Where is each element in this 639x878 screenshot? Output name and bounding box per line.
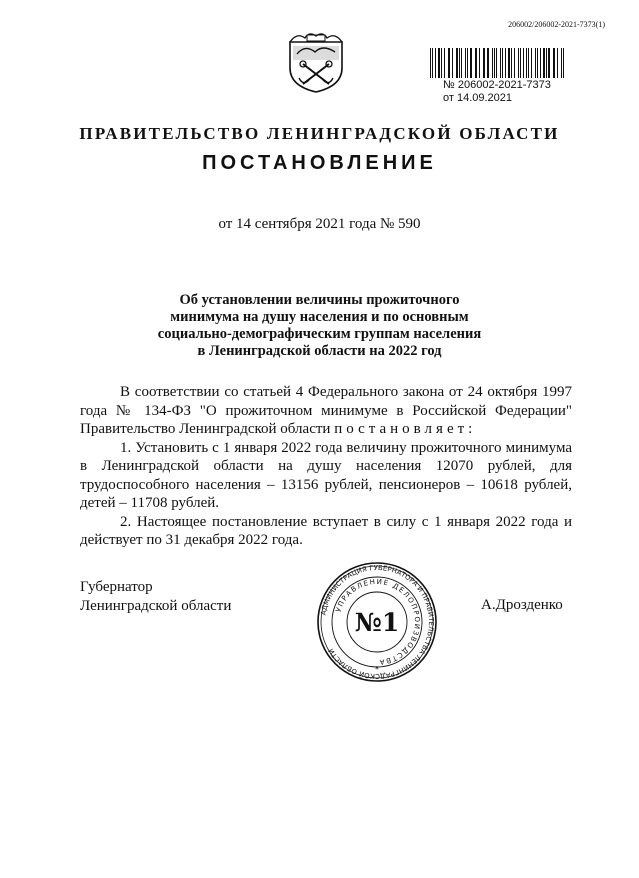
decree-subject — [0, 292, 639, 360]
barcode-bar — [523, 48, 524, 78]
barcode — [430, 48, 566, 78]
barcode-bar — [496, 48, 497, 78]
body-intro — [80, 383, 572, 439]
registration-number: № 206002-2021-7373 — [443, 79, 551, 91]
barcode-bar — [487, 48, 489, 78]
barcode-bar — [452, 48, 453, 78]
barcode-bar — [553, 48, 554, 78]
seal-center-number: №1 — [354, 608, 400, 637]
barcode-bar — [483, 48, 484, 78]
barcode-bar — [494, 48, 495, 78]
barcode-bar — [448, 48, 449, 78]
barcode-bar — [563, 48, 564, 78]
barcode-bar — [535, 48, 536, 78]
barcode-bar — [479, 48, 480, 78]
barcode-bar — [508, 48, 510, 78]
barcode-bar — [432, 48, 433, 78]
barcode-bar — [548, 48, 550, 78]
barcode-bar — [502, 48, 503, 78]
seal-inner-text: УПРАВЛЕНИЕ ДЕЛОПРОИЗВОДСТВА — [334, 577, 422, 667]
document-type: ПОСТАНОВЛЕНИЕ — [202, 152, 437, 174]
barcode-bar — [531, 48, 532, 78]
subject-line: в Ленинградской области на 2022 год — [197, 343, 442, 359]
barcode-bar — [514, 48, 515, 78]
subject-line: социально-демографическим группам населения — [157, 326, 482, 342]
barcode-bar — [537, 48, 538, 78]
barcode-bar — [475, 48, 476, 78]
barcode-bar — [557, 48, 558, 78]
barcode-bar — [484, 48, 485, 78]
barcode-bar — [505, 48, 506, 78]
position-line: Ленинградской области — [80, 598, 232, 614]
intro-text: В соответствии со статьей 4 Федерального закона от 24 октября 1997 года № 134-ФЗ "О прожиточном минимуме в Российской Федерации" Правительство Ленинградской области — [80, 384, 572, 437]
barcode-bar — [465, 48, 466, 78]
government-title: ПРАВИТЕЛЬСТВО ЛЕНИНГРАДСКОЙ ОБЛАСТИ — [79, 124, 560, 143]
barcode-bar — [500, 48, 501, 78]
subject-line: минимума на душу населения и по основным — [170, 309, 469, 325]
barcode-bar — [449, 48, 450, 78]
barcode-bar — [540, 48, 541, 78]
barcode-bar — [561, 48, 562, 78]
registration-date: от 14.09.2021 — [443, 92, 513, 104]
seal-outer-text: АДМИНИСТРАЦИЯ ГУБЕРНАТОРА И ПРАВИТЕЛЬСТВА ЛЕНИНГРАДСКОЙ ОБЛАСТИ — [319, 563, 436, 681]
decree-body — [80, 383, 572, 550]
barcode-bar — [511, 48, 512, 78]
barcode-bar — [461, 48, 462, 78]
registration-block — [443, 79, 551, 105]
barcode-bar — [476, 48, 477, 78]
body-item-2: 2. Настоящее постановление вступает в силу с 1 января 2022 года и действует по 31 декабря 2022 года. — [80, 513, 572, 548]
position-line: Губернатор — [80, 579, 153, 595]
decree-word: постановляет: — [334, 421, 477, 437]
barcode-bar — [435, 48, 436, 78]
barcode-bar — [467, 48, 468, 78]
coat-of-arms-icon — [287, 30, 345, 94]
signatory-position — [80, 578, 231, 616]
barcode-bar — [518, 48, 519, 78]
body-item-1: 1. Установить с 1 января 2022 года величину прожиточного минимума в Ленинградской области на душу населения 12070 рублей, для трудоспособного населения – 13156 рублей, пенсионеров – 10618 рублей, детей – 11708 рублей. — [80, 439, 572, 511]
document-id: 206002/206002-2021-7373(1) — [508, 20, 605, 29]
seal-star-icon: * — [375, 665, 379, 674]
barcode-bar — [438, 48, 440, 78]
signatory-name: А.Дрозденко — [481, 597, 563, 613]
barcode-bar — [430, 48, 431, 78]
barcode-bar — [528, 48, 530, 78]
barcode-bar — [444, 48, 445, 78]
barcode-bar — [470, 48, 472, 78]
barcode-bar — [459, 48, 460, 78]
subject-line: Об установлении величины прожиточного — [179, 292, 460, 308]
decree-date-number: от 14 сентября 2021 года № 590 — [218, 216, 421, 232]
barcode-bar — [456, 48, 458, 78]
barcode-bar — [526, 48, 527, 78]
barcode-bar — [492, 48, 493, 78]
official-seal — [316, 561, 438, 683]
barcode-bar — [554, 48, 555, 78]
barcode-bar — [546, 48, 547, 78]
barcode-bar — [520, 48, 521, 78]
barcode-bar — [543, 48, 544, 78]
barcode-bar — [441, 48, 442, 78]
